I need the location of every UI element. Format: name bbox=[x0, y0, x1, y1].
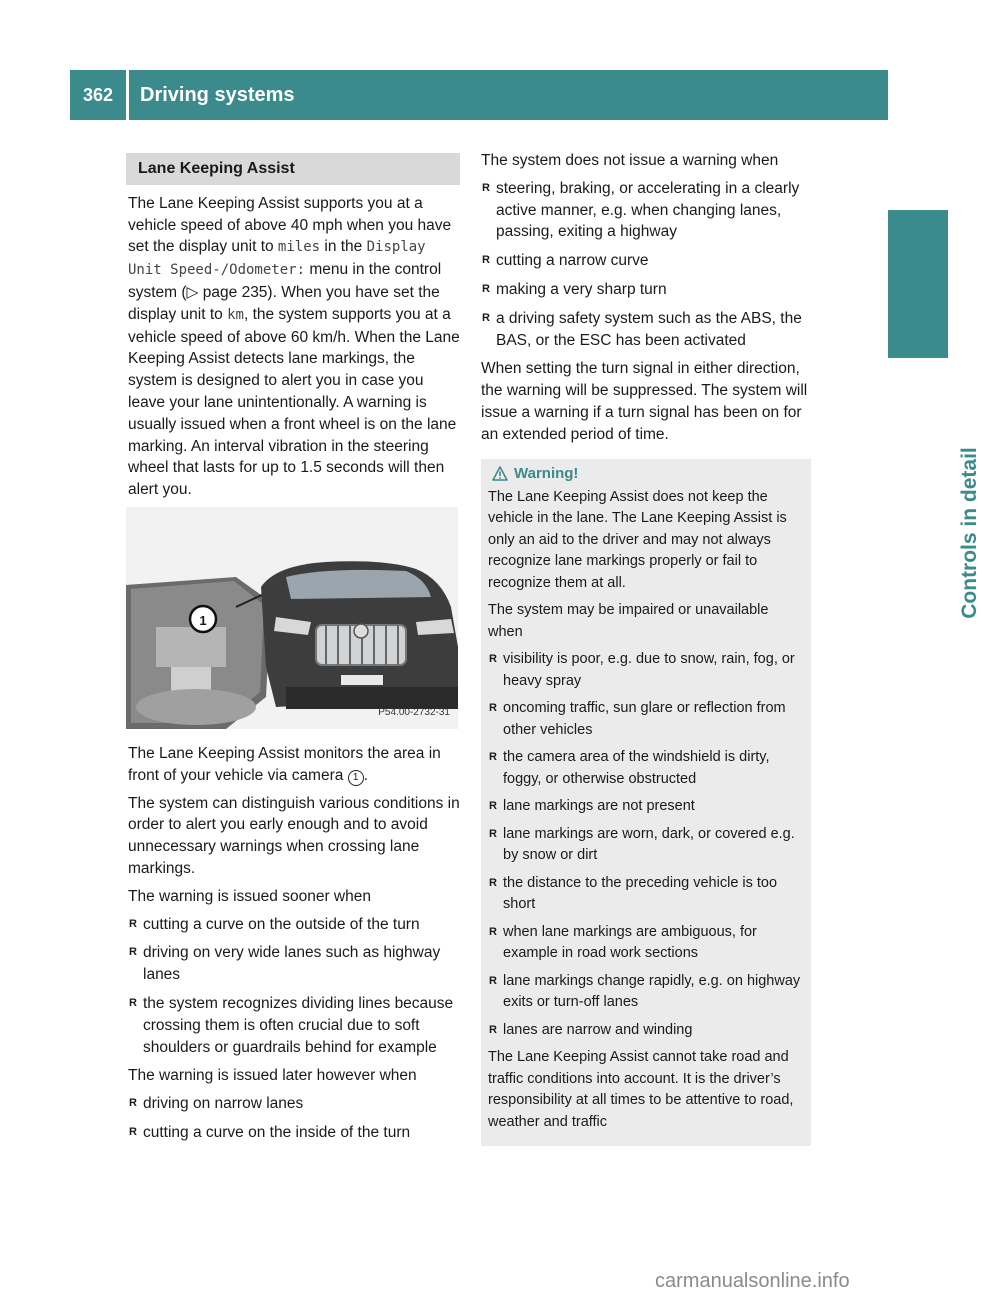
camera-callout: 1 bbox=[348, 770, 364, 786]
list-item: R the distance to the preceding vehicle is too short bbox=[488, 873, 803, 916]
list-item: R making a very sharp turn bbox=[481, 279, 813, 301]
intro-paragraph: The Lane Keeping Assist supports you at a vehicle speed of above 40 mph when you have set the display unit to miles in the Display Unit Speed-/Odometer: menu in the control system (▷ page 235). When you have set the display unit to km, the system supports you at a vehicle speed of above 60 km/h. When the Lane Keeping Assist detects lane markings, the system is designed to alert you in case you leave your lane unintentionally. A warning is usually issued when a front wheel is on the lane marking. An interval vibration in the steering wheel that lasts for up to 1.5 seconds will then alert you. bbox=[128, 194, 460, 499]
left-column bbox=[128, 150, 460, 1151]
right-column bbox=[481, 150, 813, 452]
page-number: 362 bbox=[82, 84, 114, 105]
section-title: Driving systems bbox=[140, 83, 295, 106]
later-intro: The warning is issued later however when bbox=[128, 1067, 417, 1085]
warning-list bbox=[488, 649, 803, 1041]
sooner-intro: The warning is issued sooner when bbox=[128, 887, 371, 905]
photo-code: P54.00-2732-31 bbox=[378, 707, 450, 719]
side-tab bbox=[888, 355, 981, 619]
list-item: R oncoming traffic, sun glare or reflection from other vehicles bbox=[488, 698, 803, 741]
list-item: R cutting a curve on the outside of the turn bbox=[128, 914, 460, 936]
warning-paragraph-2: The system may be impaired or unavailable when bbox=[488, 602, 769, 640]
warning-box bbox=[481, 459, 811, 1146]
distinguish-paragraph: The system can distinguish various conditions in order to alert you early enough and to avoid unnecessary warnings when crossing lane markings. bbox=[128, 794, 460, 877]
list-item: R driving on narrow lanes bbox=[128, 1093, 460, 1115]
camera-photo bbox=[126, 507, 458, 729]
list-item: R the camera area of the windshield is dirty, foggy, or otherwise obstructed bbox=[488, 747, 803, 790]
header-divider bbox=[126, 70, 129, 120]
no-warning-list bbox=[481, 178, 813, 352]
list-item: R the system recognizes dividing lines because crossing them is often crucial due to soft shoulders or guardrails behind for example bbox=[128, 993, 460, 1058]
monitor-paragraph: The Lane Keeping Assist monitors the area in front of your vehicle via camera 1 . bbox=[128, 744, 441, 784]
list-item: R lanes are narrow and winding bbox=[488, 1020, 803, 1042]
list-item: R lane markings are worn, dark, or covered e.g. by snow or dirt bbox=[488, 824, 803, 867]
list-item: R steering, braking, or accelerating in a clearly active manner, e.g. when changing lanes, passing, exiting a highway bbox=[481, 178, 813, 243]
warning-triangle-icon bbox=[492, 466, 508, 481]
car-camera-illustration bbox=[126, 507, 458, 729]
side-tab-label: Controls in detail bbox=[958, 447, 981, 619]
watermark[interactable]: carmanualsonline.info bbox=[655, 1270, 850, 1292]
list-item: R visibility is poor, e.g. due to snow, rain, fog, or heavy spray bbox=[488, 649, 803, 692]
no-warning-intro: The system does not issue a warning when bbox=[481, 152, 779, 169]
warning-paragraph-1: The Lane Keeping Assist does not keep the vehicle in the lane. The Lane Keeping Assist is only an aid to the driver and may not always recognize lane markings properly or fail to recognize them at all. bbox=[488, 488, 787, 591]
list-item: R lane markings change rapidly, e.g. on highway exits or turn-off lanes bbox=[488, 971, 803, 1014]
turn-signal-paragraph: When setting the turn signal in either direction, the warning will be suppressed. The system will issue a warning if a turn signal has been on for an extended period of time. bbox=[481, 360, 808, 443]
list-item: R cutting a curve on the inside of the turn bbox=[128, 1122, 460, 1144]
side-tab-block bbox=[888, 210, 948, 358]
list-item: R cutting a narrow curve bbox=[481, 250, 813, 272]
list-item: R when lane markings are ambiguous, for example in road work sections bbox=[488, 922, 803, 965]
sooner-list bbox=[128, 914, 460, 1059]
photo-callout-1: 1 bbox=[199, 612, 207, 628]
section-heading: Lane Keeping Assist bbox=[126, 153, 460, 185]
list-item: R lane markings are not present bbox=[488, 796, 803, 818]
warning-paragraph-3: The Lane Keeping Assist cannot take road and traffic conditions into account. It is the driver’s responsibility at all times to be attentive to road, weather and traffic bbox=[488, 1049, 794, 1130]
later-list bbox=[128, 1093, 460, 1144]
list-item: R a driving safety system such as the ABS, the BAS, or the ESC has been activated bbox=[481, 308, 813, 352]
warning-title: Warning! bbox=[488, 463, 803, 485]
list-item: R driving on very wide lanes such as highway lanes bbox=[128, 942, 460, 986]
